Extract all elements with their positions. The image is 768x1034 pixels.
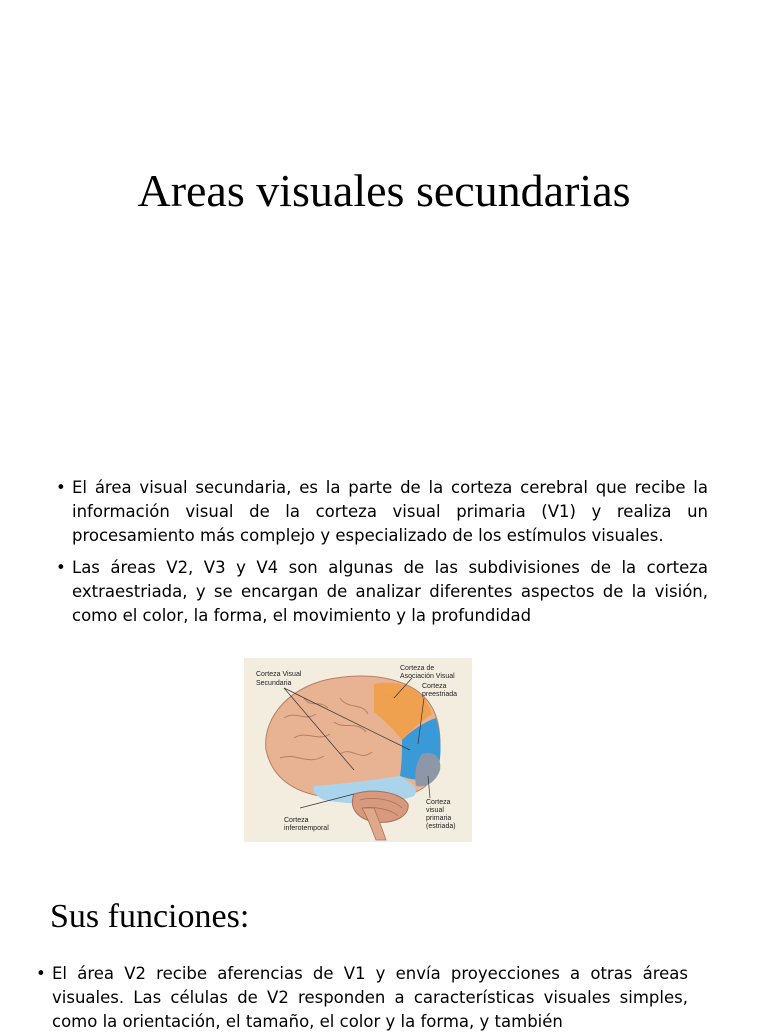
bullet-item: • El área V2 recibe aferencias de V1 y envía proyecciones a otras áreas visuales. Las células de V2 responden a características visuales simples, como la orientación, el tamaño, el color y la forma, y también (36, 962, 688, 1034)
label-association: Asociación Visual (400, 673, 455, 680)
bullet-item: • Las áreas V2, V3 y V4 son algunas de las subdivisiones de la corteza extraestriada, y se encargan de analizar diferentes aspectos de la visión, como el color, la forma, el movimiento y la profundidad (56, 556, 708, 628)
brain-illustration (244, 658, 472, 842)
bullet-item: • El área visual secundaria, es la parte de la corteza cerebral que recibe la información visual de la corteza visual primaria (V1) y realiza un procesamiento más complejo y especializado de los estímulos visuales. (56, 476, 708, 548)
bullet-list (36, 962, 688, 1034)
label-secondary: Secundaria (256, 680, 292, 687)
label-primary: visual (426, 807, 444, 814)
bullet-list (56, 476, 708, 636)
label-secondary: Corteza Visual (256, 671, 302, 678)
label-inferotemporal: inferotemporal (284, 825, 329, 832)
label-primary: Corteza (426, 799, 451, 806)
section-heading: Sus funciones: (50, 898, 250, 935)
brain-diagram (244, 658, 472, 842)
label-inferotemporal: Corteza (284, 817, 309, 824)
label-primary: (estriada) (426, 823, 456, 830)
label-primary: primaria (426, 815, 452, 822)
label-prestriate: preestriada (422, 691, 458, 698)
label-prestriate: Corteza (422, 683, 447, 690)
slide-title: Areas visuales secundarias (137, 165, 631, 216)
label-association: Corteza de (400, 665, 435, 672)
